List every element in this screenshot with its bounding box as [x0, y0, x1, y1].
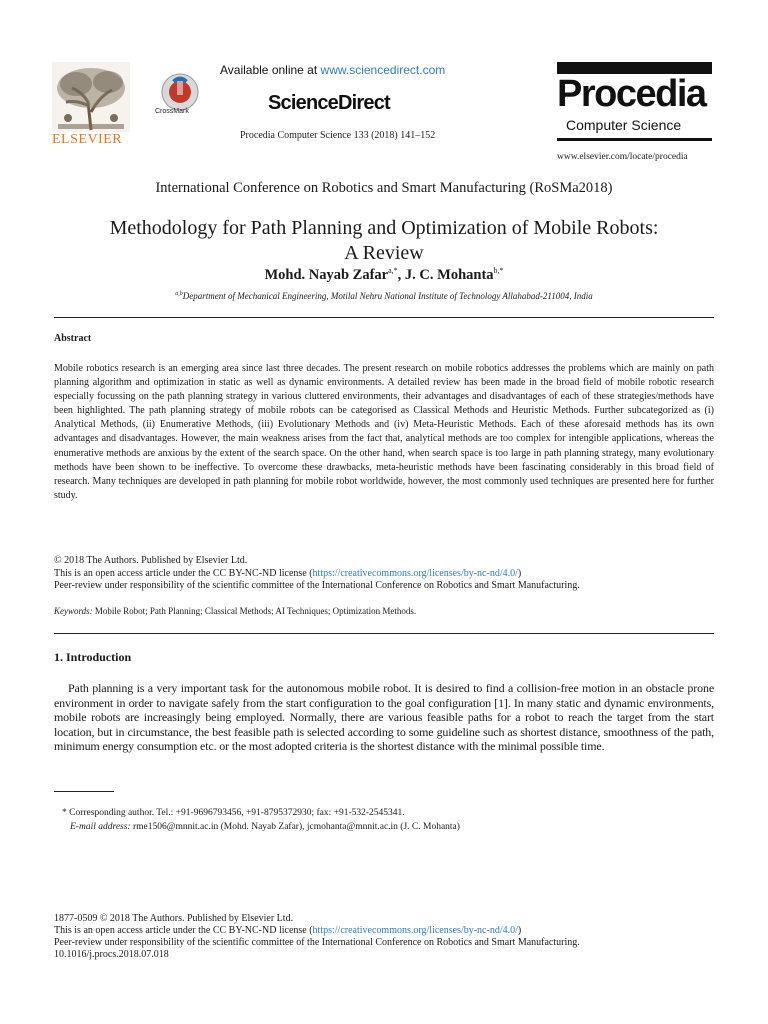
- email-label: E-mail address:: [70, 822, 131, 832]
- footnote-divider: [54, 791, 114, 792]
- copyright-block: [54, 555, 734, 593]
- procedia-subtitle: Computer Science: [566, 117, 682, 133]
- introduction-body: Path planning is a very important task for the autonomous mobile robot. It is desired to find a collision-free motion in an obstacle prone environment in order to navigate safely from the start configuration to the goal configuration [1]. In many static and dynamic environments, mobile robots are increasingly being employed. Normally, there are various feasible paths for a robot to reach the target from the start location, but in circumstance, the best feasible path is selected according to some guideline such as shortest distance, smoothness of the path, minimum energy consumption etc. or the most adopted criteria is the shortest distance with the minimal possible time.: [54, 681, 714, 754]
- sciencedirect-link[interactable]: www.sciencedirect.com: [320, 63, 446, 77]
- license-prefix: This is an open access article under the CC BY-NC-ND license (: [54, 567, 313, 579]
- bottom-license-suffix: ): [517, 925, 522, 936]
- license-line: [54, 568, 734, 581]
- affiliation-text: Department of Mechanical Engineering, Motilal Nehru National Institute of Technology Allahabad-211004, India: [182, 291, 593, 301]
- author-superscript: b,*: [493, 266, 504, 275]
- procedia-wordmark: Procedia: [557, 73, 706, 115]
- copyright-line: © 2018 The Authors. Published by Elsevier Ltd.: [54, 555, 248, 566]
- section-divider: [54, 317, 714, 318]
- journal-reference: Procedia Computer Science 133 (2018) 141–152: [240, 130, 436, 141]
- journal-url[interactable]: www.elsevier.com/locate/procedia: [557, 152, 688, 162]
- paper-title-line2: A Review: [344, 242, 424, 264]
- keywords-label: Keywords:: [54, 606, 93, 616]
- section-divider: [54, 633, 714, 634]
- available-prefix: Available online at: [220, 63, 321, 77]
- bottom-license-prefix: This is an open access article under the CC BY-NC-ND license (: [54, 925, 313, 936]
- email-footnote: [70, 822, 460, 832]
- author-name: Mohd. Nayab Zafar: [264, 266, 389, 283]
- bottom-license-link[interactable]: https://creativecommons.org/licenses/by-nc-nd/4.0/: [312, 925, 518, 936]
- bottom-license-line: [54, 925, 754, 937]
- sciencedirect-wordmark: ScienceDirect: [268, 92, 390, 114]
- issn-line: 1877-0509 © 2018 The Authors. Published by Elsevier Ltd.: [54, 913, 294, 924]
- paper-title: [0, 216, 768, 266]
- affiliation: [0, 291, 768, 301]
- author-superscript: a,*: [388, 266, 398, 275]
- bottom-matter: [54, 913, 754, 961]
- corresponding-author-footnote: * Corresponding author. Tel.: +91-9696793456, +91-8795372930; fax: +91-532-2545341.: [62, 808, 405, 818]
- procedia-bottom-bar: [557, 138, 712, 141]
- available-online-text: [220, 63, 445, 77]
- affiliation-superscript: a,b: [175, 291, 183, 297]
- keywords-line: [54, 606, 416, 616]
- bottom-peer-review-line: Peer-review under responsibility of the scientific committee of the International Conference on Robotics and Smart Manufacturing.: [54, 937, 580, 948]
- license-suffix: ): [517, 567, 522, 579]
- doi-line[interactable]: 10.1016/j.procs.2018.07.018: [54, 949, 169, 960]
- abstract-body: Mobile robotics research is an emerging area since last three decades. The present research on mobile robotics addresses the problems which are mainly on path planning algorithm and optimization in static as well as dynamic environments. A detailed review has been made in the broad field of mobile robotic research especially focussing on the path planning strategy in various cluttered environments, their advantages and disadvantages of each of these strategies/methods have been highlighted. The path planning strategy of mobile robots can be categorised as Classical Methods and Heuristic Methods. Further subcategorized as (i) Analytical Methods, (ii) Enumerative Methods, (iii) Evolutionary Methods and (iv) Meta-Heuristic Methods. Each of these aforesaid methods has its own advantages and disadvantages. However, the main weakness arises from the fact that, analytical methods are too complex for intengible applications, whereas the enumerative methods are anxious by the extent of the search space. On the other hand, when search space is too large in path planning strategy, many evolutionary methods have been shown to be ineffective. To overcome these drawbacks, meta-heuristic methods have been fascinating considerably in this broad field of research. Many techniques are developed in path planning for mobile robot worldwide, however, the most commonly used techniques are presented here for further study.: [54, 363, 714, 501]
- email-addresses: rme1506@mnnit.ac.in (Mohd. Nayab Zafar), jcmohanta@mnnit.ac.in (J. C. Mohanta): [130, 822, 460, 832]
- elsevier-wordmark: ELSEVIER: [52, 132, 123, 147]
- keywords-text: Mobile Robot; Path Planning; Classical Methods; AI Techniques; Optimization Methods.: [92, 606, 417, 616]
- crossmark-label: CrossMark: [155, 108, 189, 115]
- conference-name: International Conference on Robotics and Smart Manufacturing (RoSMa2018): [155, 180, 613, 196]
- paper-title-line1: Methodology for Path Planning and Optimization of Mobile Robots:: [109, 217, 659, 239]
- author-list: [0, 266, 768, 284]
- introduction-heading: 1. Introduction: [54, 650, 132, 664]
- abstract-heading: Abstract: [54, 333, 92, 344]
- peer-review-line: Peer-review under responsibility of the scientific committee of the International Conference on Robotics and Smart Manufacturing.: [54, 580, 580, 591]
- license-link[interactable]: https://creativecommons.org/licenses/by-nc-nd/4.0/: [312, 567, 518, 579]
- author-name: , J. C. Mohanta: [397, 266, 494, 283]
